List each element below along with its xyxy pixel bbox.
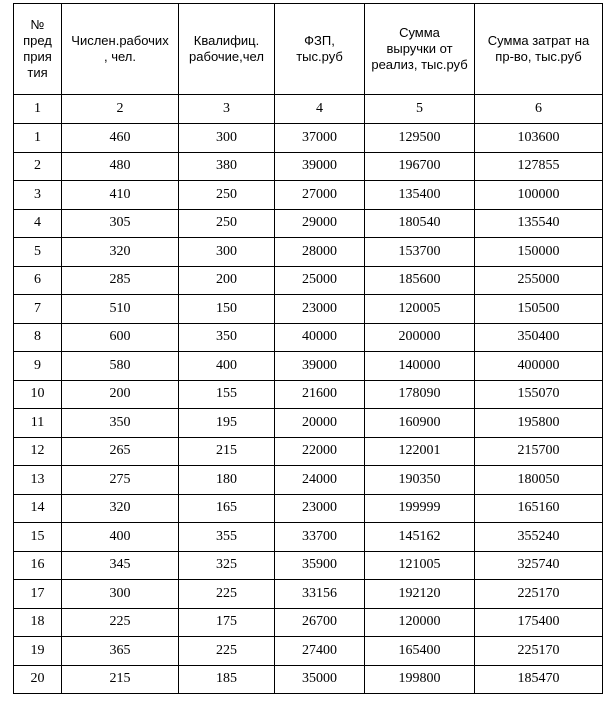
table-cell: 129500 (365, 124, 475, 153)
header-enterprise-number (14, 4, 62, 95)
table-cell: 11 (14, 409, 62, 438)
table-cell: 345 (62, 551, 179, 580)
table-row (14, 608, 603, 637)
header-sales-revenue (365, 4, 475, 95)
table-cell: 5 (14, 238, 62, 267)
table-row (14, 665, 603, 694)
header-line: реализ, тыс.руб (371, 57, 468, 72)
column-number-cell: 1 (14, 95, 62, 124)
header-line: выручки от (386, 41, 453, 56)
column-number-cell: 4 (275, 95, 365, 124)
table-cell: 17 (14, 580, 62, 609)
table-cell: 14 (14, 494, 62, 523)
table-cell: 192120 (365, 580, 475, 609)
table-cell: 22000 (275, 437, 365, 466)
table-cell: 27000 (275, 181, 365, 210)
table-cell: 460 (62, 124, 179, 153)
table-cell: 4 (14, 209, 62, 238)
column-number-cell: 5 (365, 95, 475, 124)
table-cell: 121005 (365, 551, 475, 580)
table-cell: 18 (14, 608, 62, 637)
column-number-row (14, 95, 603, 124)
table-cell: 127855 (475, 152, 603, 181)
table-cell: 27400 (275, 637, 365, 666)
table-cell: 8 (14, 323, 62, 352)
table-cell: 175400 (475, 608, 603, 637)
table-cell: 215 (62, 665, 179, 694)
table-cell: 175 (179, 608, 275, 637)
header-line: пр-во, тыс.руб (495, 49, 582, 64)
table-cell: 122001 (365, 437, 475, 466)
header-line: рабочие,чел (189, 49, 264, 64)
table-cell: 9 (14, 352, 62, 381)
column-number-cell: 2 (62, 95, 179, 124)
table-cell: 225 (62, 608, 179, 637)
table-cell: 7 (14, 295, 62, 324)
table-cell: 305 (62, 209, 179, 238)
table-cell: 480 (62, 152, 179, 181)
column-number-cell: 6 (475, 95, 603, 124)
table-cell: 25000 (275, 266, 365, 295)
table-cell: 200000 (365, 323, 475, 352)
header-line: тыс.руб (296, 49, 343, 64)
table-cell: 185470 (475, 665, 603, 694)
table-cell: 35900 (275, 551, 365, 580)
table-cell: 23000 (275, 494, 365, 523)
table-cell: 16 (14, 551, 62, 580)
table-cell: 150000 (475, 238, 603, 267)
header-line: Сумма (399, 25, 440, 40)
table-row (14, 466, 603, 495)
header-line: прия (23, 49, 52, 64)
table-cell: 29000 (275, 209, 365, 238)
table-cell: 300 (179, 124, 275, 153)
table-cell: 365 (62, 637, 179, 666)
table-cell: 275 (62, 466, 179, 495)
table-row (14, 494, 603, 523)
table-cell: 33700 (275, 523, 365, 552)
table-cell: 180540 (365, 209, 475, 238)
table-cell: 250 (179, 181, 275, 210)
table-cell: 135540 (475, 209, 603, 238)
table-cell: 600 (62, 323, 179, 352)
table-row (14, 352, 603, 381)
table-cell: 155 (179, 380, 275, 409)
table-cell: 33156 (275, 580, 365, 609)
table-cell: 150 (179, 295, 275, 324)
table-cell: 250 (179, 209, 275, 238)
table-cell: 300 (62, 580, 179, 609)
table-cell: 37000 (275, 124, 365, 153)
table-cell: 400 (179, 352, 275, 381)
table-row (14, 380, 603, 409)
table-cell: 35000 (275, 665, 365, 694)
table-cell: 39000 (275, 152, 365, 181)
table-row (14, 580, 603, 609)
table-cell: 200 (179, 266, 275, 295)
table-cell: 165400 (365, 637, 475, 666)
table-cell: 165160 (475, 494, 603, 523)
table-cell: 195 (179, 409, 275, 438)
table-cell: 24000 (275, 466, 365, 495)
table-cell: 320 (62, 494, 179, 523)
table-row (14, 209, 603, 238)
table-cell: 160900 (365, 409, 475, 438)
table-cell: 140000 (365, 352, 475, 381)
table-cell: 28000 (275, 238, 365, 267)
table-row (14, 266, 603, 295)
table-cell: 20 (14, 665, 62, 694)
enterprise-data-table (13, 3, 603, 694)
table-cell: 410 (62, 181, 179, 210)
table-cell: 199800 (365, 665, 475, 694)
header-line: ФЗП, (304, 33, 335, 48)
table-cell: 350 (62, 409, 179, 438)
header-production-costs (475, 4, 603, 95)
header-line: пред (23, 33, 52, 48)
table-cell: 40000 (275, 323, 365, 352)
table-cell: 3 (14, 181, 62, 210)
header-line: Квалифиц. (193, 33, 260, 48)
table-cell: 195800 (475, 409, 603, 438)
table-cell: 320 (62, 238, 179, 267)
table-row (14, 124, 603, 153)
table-cell: 1 (14, 124, 62, 153)
table-cell: 178090 (365, 380, 475, 409)
table-cell: 355 (179, 523, 275, 552)
table-cell: 285 (62, 266, 179, 295)
table-cell: 200 (62, 380, 179, 409)
table-cell: 225170 (475, 637, 603, 666)
table-cell: 355240 (475, 523, 603, 552)
table-row (14, 523, 603, 552)
table-cell: 196700 (365, 152, 475, 181)
table-cell: 10 (14, 380, 62, 409)
table-cell: 155070 (475, 380, 603, 409)
table-cell: 39000 (275, 352, 365, 381)
table-cell: 350400 (475, 323, 603, 352)
table-row (14, 437, 603, 466)
table-cell: 103600 (475, 124, 603, 153)
table-cell: 180050 (475, 466, 603, 495)
header-workers-count (62, 4, 179, 95)
header-line: , чел. (104, 49, 136, 64)
table-cell: 153700 (365, 238, 475, 267)
table-row (14, 152, 603, 181)
table-cell: 199999 (365, 494, 475, 523)
table-cell: 26700 (275, 608, 365, 637)
table-cell: 120000 (365, 608, 475, 637)
table-cell: 145162 (365, 523, 475, 552)
table-cell: 350 (179, 323, 275, 352)
table-cell: 400 (62, 523, 179, 552)
table-cell: 215 (179, 437, 275, 466)
table-body (14, 95, 603, 694)
table-row (14, 637, 603, 666)
table-cell: 150500 (475, 295, 603, 324)
header-row (14, 4, 603, 95)
table-cell: 225 (179, 637, 275, 666)
column-number-cell: 3 (179, 95, 275, 124)
table-cell: 185 (179, 665, 275, 694)
table-cell: 265 (62, 437, 179, 466)
table-cell: 255000 (475, 266, 603, 295)
table-cell: 215700 (475, 437, 603, 466)
table-cell: 190350 (365, 466, 475, 495)
header-qualified-workers (179, 4, 275, 95)
table-cell: 185600 (365, 266, 475, 295)
table-cell: 580 (62, 352, 179, 381)
table-cell: 400000 (475, 352, 603, 381)
table-cell: 21600 (275, 380, 365, 409)
table-cell: 20000 (275, 409, 365, 438)
header-line: № (30, 17, 45, 32)
table-cell: 13 (14, 466, 62, 495)
table-cell: 23000 (275, 295, 365, 324)
table-cell: 225 (179, 580, 275, 609)
table-cell: 165 (179, 494, 275, 523)
table-cell: 325740 (475, 551, 603, 580)
table-cell: 300 (179, 238, 275, 267)
table-cell: 135400 (365, 181, 475, 210)
table-row (14, 409, 603, 438)
header-line: Числен.рабочих (71, 33, 169, 48)
table-cell: 510 (62, 295, 179, 324)
table-cell: 225170 (475, 580, 603, 609)
table-row (14, 238, 603, 267)
table-cell: 19 (14, 637, 62, 666)
table-row (14, 181, 603, 210)
table-row (14, 323, 603, 352)
header-line: тия (27, 65, 48, 80)
table-cell: 100000 (475, 181, 603, 210)
table-cell: 15 (14, 523, 62, 552)
header-line: Сумма затрат на (487, 33, 590, 48)
table-cell: 325 (179, 551, 275, 580)
header-wage-fund (275, 4, 365, 95)
table-row (14, 295, 603, 324)
table-cell: 180 (179, 466, 275, 495)
table-cell: 12 (14, 437, 62, 466)
table-cell: 6 (14, 266, 62, 295)
table-cell: 380 (179, 152, 275, 181)
table-cell: 2 (14, 152, 62, 181)
table-cell: 120005 (365, 295, 475, 324)
table-row (14, 551, 603, 580)
